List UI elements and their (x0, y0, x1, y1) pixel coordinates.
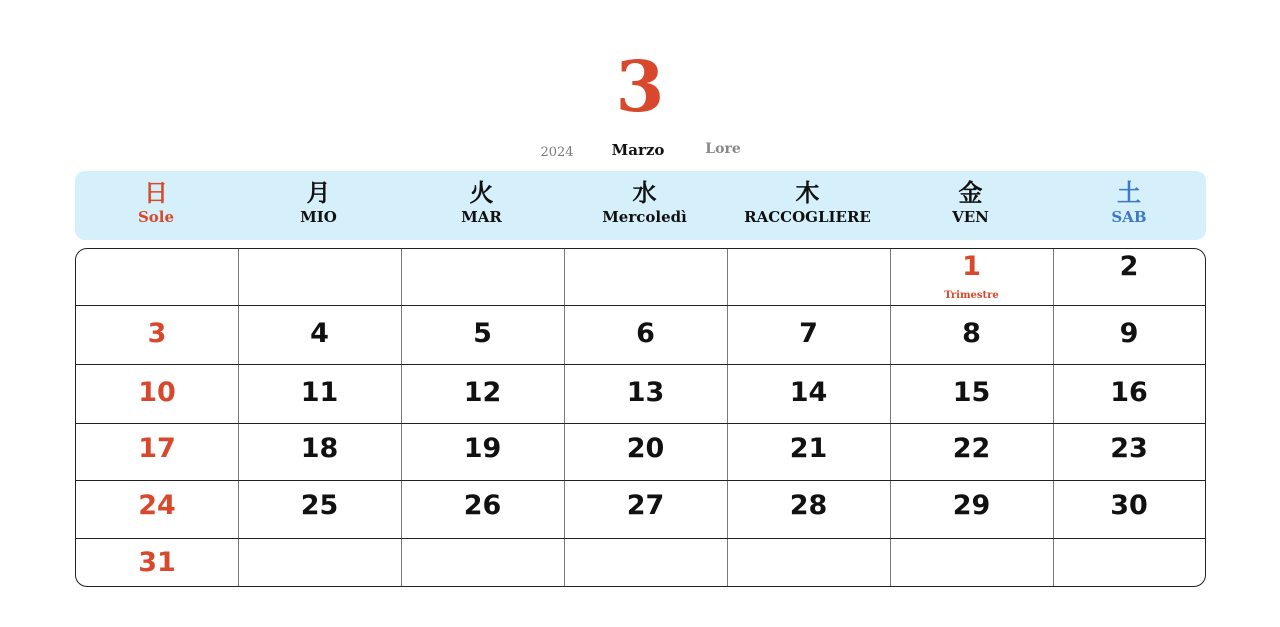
weekday-saturday (1052, 171, 1206, 240)
day-cell-31[interactable]: 31 (138, 547, 176, 578)
weekday-label: Mercoledì (602, 208, 687, 226)
day-cell-20[interactable]: 20 (626, 433, 665, 464)
day-cell-15[interactable]: 15 (952, 377, 991, 408)
grid-row-divider (76, 364, 1205, 365)
weekday-kanji: 水 (632, 179, 657, 207)
weekday-kanji: 木 (795, 179, 820, 207)
weekday-label: RACCOGLIERE (744, 208, 871, 226)
weekday-monday (237, 171, 400, 240)
weekday-sunday (75, 171, 237, 240)
year-label: 2024 (540, 145, 574, 160)
header-extra-label: Lore (705, 141, 741, 157)
day-cell-21[interactable]: 21 (789, 433, 828, 464)
day-cell-29[interactable]: 29 (952, 490, 991, 521)
weekday-label: MIO (300, 208, 337, 226)
weekday-header-bar (75, 171, 1206, 240)
weekday-kanji: 日 (144, 179, 168, 207)
day-cell-10[interactable]: 10 (138, 377, 176, 408)
day-cell-30[interactable]: 30 (1110, 490, 1148, 521)
weekday-label: VEN (952, 208, 989, 226)
day-cell-23[interactable]: 23 (1110, 433, 1148, 464)
day-cell-2[interactable]: 2 (1119, 251, 1139, 282)
grid-row-divider (76, 480, 1205, 481)
day-cell-5[interactable]: 5 (473, 318, 492, 349)
grid-row-divider (76, 423, 1205, 424)
weekday-label: SAB (1111, 208, 1147, 226)
day-cell-3[interactable]: 3 (147, 318, 167, 349)
weekday-thursday (726, 171, 889, 240)
grid-column-divider (401, 249, 402, 586)
day-cell-8[interactable]: 8 (962, 318, 981, 349)
day-cell-13[interactable]: 13 (626, 377, 665, 408)
grid-column-divider (238, 249, 239, 586)
day-cell-27[interactable]: 27 (626, 490, 665, 521)
day-cell-1[interactable]: 1 (962, 251, 981, 282)
day-cell-26[interactable]: 26 (463, 490, 502, 521)
day-cell-25[interactable]: 25 (300, 490, 339, 521)
month-number: 3 (615, 45, 665, 128)
holiday-label: Trimestre (944, 290, 999, 301)
day-cell-22[interactable]: 22 (952, 433, 991, 464)
day-cell-17[interactable]: 17 (138, 433, 176, 464)
day-cell-12[interactable]: 12 (463, 377, 502, 408)
day-cell-24[interactable]: 24 (138, 490, 176, 521)
grid-column-divider (1053, 249, 1054, 586)
weekday-kanji: 火 (469, 179, 494, 207)
day-cell-18[interactable]: 18 (300, 433, 339, 464)
weekday-label: Sole (137, 208, 175, 226)
grid-row-divider (76, 305, 1205, 306)
day-cell-4[interactable]: 4 (310, 318, 329, 349)
calendar-grid (75, 248, 1206, 587)
weekday-tuesday (400, 171, 563, 240)
day-cell-14[interactable]: 14 (789, 377, 828, 408)
day-cell-7[interactable]: 7 (799, 318, 818, 349)
grid-row-divider (76, 538, 1205, 539)
day-cell-6[interactable]: 6 (636, 318, 655, 349)
day-cell-19[interactable]: 19 (463, 433, 502, 464)
weekday-kanji: 土 (1117, 179, 1141, 207)
grid-column-divider (727, 249, 728, 586)
weekday-label: MAR (461, 208, 502, 226)
weekday-kanji: 月 (306, 179, 331, 207)
calendar-header (0, 0, 1280, 170)
grid-column-divider (564, 249, 565, 586)
day-cell-9[interactable]: 9 (1119, 318, 1139, 349)
weekday-kanji: 金 (958, 179, 983, 207)
weekday-friday (889, 171, 1052, 240)
day-cell-28[interactable]: 28 (789, 490, 828, 521)
month-name: Marzo (611, 141, 665, 159)
day-cell-11[interactable]: 11 (300, 377, 339, 408)
day-cell-16[interactable]: 16 (1110, 377, 1148, 408)
weekday-wednesday (563, 171, 726, 240)
